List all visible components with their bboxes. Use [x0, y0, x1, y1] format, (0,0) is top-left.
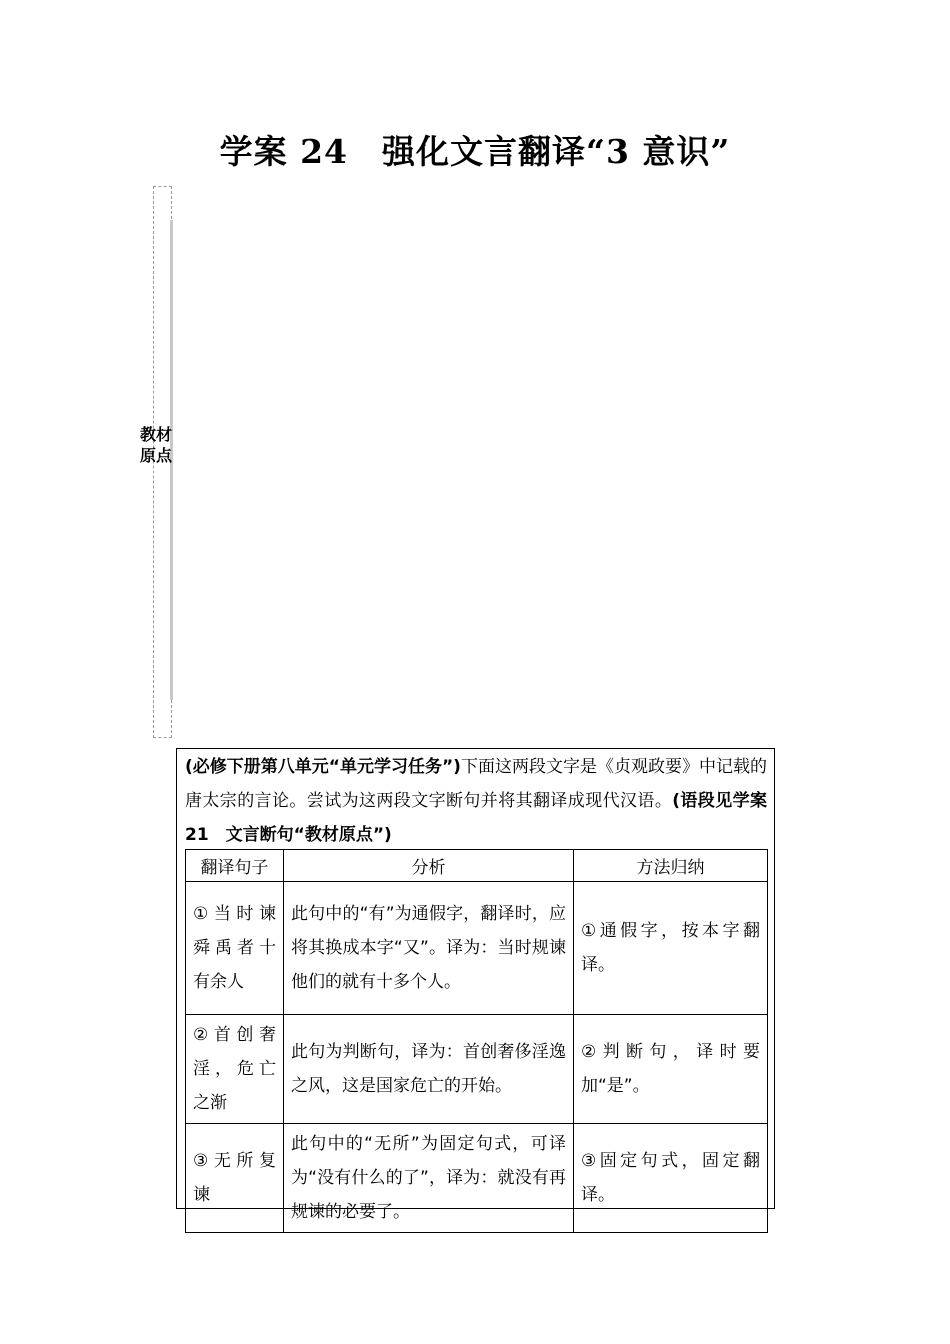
table-row — [186, 882, 768, 1015]
header-sentence: 翻译句子 — [186, 850, 284, 882]
cell-sentence: ③无所复谏 — [186, 1124, 284, 1233]
cell-method: ①通假字，按本字翻译。 — [574, 882, 768, 1015]
header-analysis: 分析 — [284, 850, 574, 882]
cell-analysis: 此句中的“有”为通假字，翻译时，应将其换成本字“又”。译为：当时规谏他们的就有十多个人。 — [284, 882, 574, 1015]
table-row — [186, 1124, 768, 1233]
page-title: 学案 24 强化文言翻译“3 意识” — [219, 132, 731, 171]
cell-method: ③固定句式，固定翻译。 — [574, 1124, 768, 1233]
cell-analysis: 此句中的“无所”为固定句式，可译为“没有什么的了”，译为：就没有再规谏的必要了。 — [284, 1124, 574, 1233]
table-header-row — [186, 850, 768, 882]
intro-text: 下面这两段文字是《贞观政要》中记载的唐太宗的言论。尝试为这两段文字断句并将其翻译成现代汉语。 — [185, 757, 767, 811]
translation-table — [185, 849, 768, 1233]
table-row — [186, 1015, 768, 1124]
cell-sentence: ①当时谏舜禹者十有余人 — [186, 882, 284, 1015]
cell-analysis: 此句为判断句，译为：首创奢侈淫逸之风，这是国家危亡的开始。 — [284, 1015, 574, 1124]
header-method: 方法归纳 — [574, 850, 768, 882]
intro-source: (必修下册第八单元“单元学习任务”) — [185, 757, 461, 777]
side-tag-label: 教材原点 — [140, 425, 173, 465]
intro-paragraph — [185, 750, 767, 852]
cell-sentence: ②首创奢淫，危亡之渐 — [186, 1015, 284, 1124]
intro-ref: (语段见学案 21 文言断句“教材原点”) — [185, 791, 767, 845]
cell-method: ②判断句，译时要加“是”。 — [574, 1015, 768, 1124]
material-box — [176, 748, 775, 1222]
